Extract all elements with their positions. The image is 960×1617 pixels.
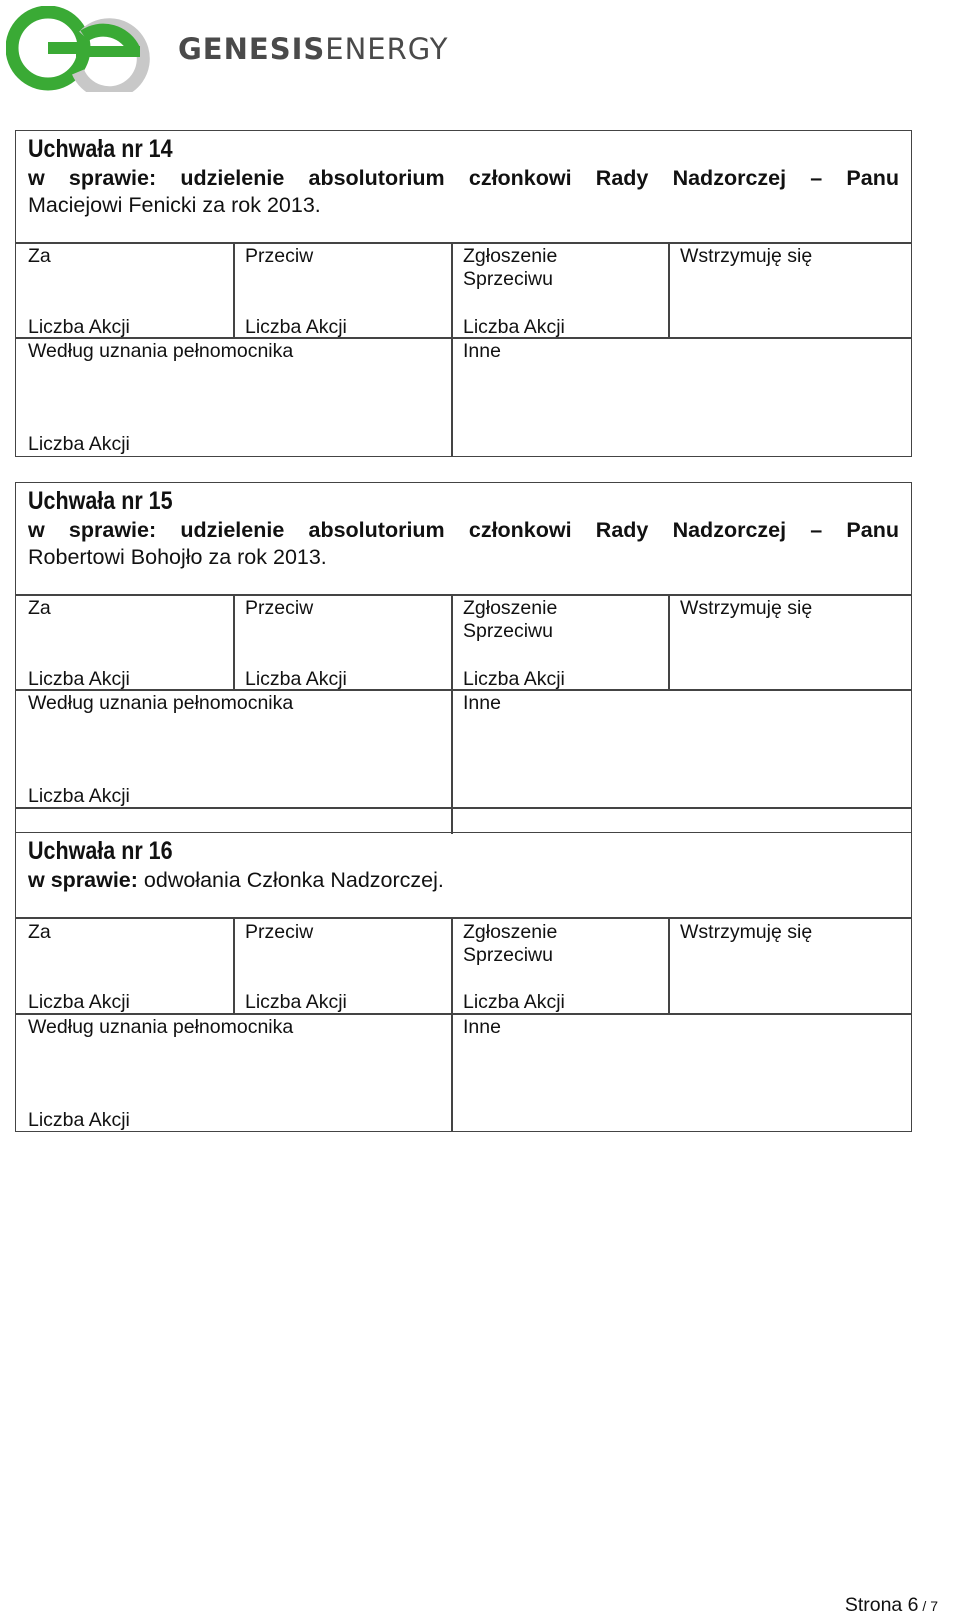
share-count-label: Liczba Akcji xyxy=(28,316,130,338)
vote-za-label: Za xyxy=(28,921,51,943)
resolution-subject-line2: Robertowi Bohojło za rok 2013. xyxy=(28,545,327,569)
resolution-title: Uchwała nr 15 xyxy=(28,487,173,515)
col-divider xyxy=(233,594,235,690)
col-divider xyxy=(451,917,453,1131)
other-label: Inne xyxy=(463,692,501,714)
resolution-subject xyxy=(28,867,899,894)
resolution-title: Uchwała nr 14 xyxy=(28,135,173,163)
col-divider xyxy=(233,242,235,338)
resolution-subject-line2: Maciejowi Fenicki za rok 2013. xyxy=(28,193,321,217)
subject-text: w sprawie: udzielenie absolutorium członkowi Rady Nadzorczej – Panu xyxy=(28,518,899,542)
brand-name xyxy=(178,32,449,66)
col-divider xyxy=(451,242,453,456)
row-divider xyxy=(16,807,911,809)
share-count-label: Liczba Akcji xyxy=(28,785,130,807)
share-count-label: Liczba Akcji xyxy=(463,668,565,690)
resolution-subject-line1 xyxy=(28,165,899,192)
share-count-label: Liczba Akcji xyxy=(463,316,565,338)
vote-przeciw-label: Przeciw xyxy=(245,245,314,267)
discretion-label: Według uznania pełnomocnika xyxy=(28,692,294,714)
vote-za-label: Za xyxy=(28,245,51,267)
resolution-15 xyxy=(15,482,912,833)
vote-wstrzymuje-label: Wstrzymuję się xyxy=(680,921,813,943)
share-count-label: Liczba Akcji xyxy=(463,991,565,1013)
share-count-label: Liczba Akcji xyxy=(28,1109,130,1131)
share-count-label: Liczba Akcji xyxy=(28,991,130,1013)
other-label: Inne xyxy=(463,340,501,362)
vote-wstrzymuje-label: Wstrzymuję się xyxy=(680,597,813,619)
row-divider xyxy=(16,917,911,919)
logo-mark-icon xyxy=(6,6,156,92)
vote-przeciw-label: Przeciw xyxy=(245,597,314,619)
share-count-label: Liczba Akcji xyxy=(245,991,347,1013)
col-divider xyxy=(451,594,453,834)
vote-sprzeciwu-label: Sprzeciwu xyxy=(463,620,553,642)
col-divider xyxy=(668,594,670,690)
page-label: Strona 6 xyxy=(844,1594,919,1616)
subject-text: w sprawie: udzielenie absolutorium członkowi Rady Nadzorczej – Panu xyxy=(28,166,899,190)
vote-wstrzymuje-label: Wstrzymuję się xyxy=(680,245,813,267)
share-count-label: Liczba Akcji xyxy=(28,433,130,455)
page-number xyxy=(845,1594,938,1617)
resolution-16 xyxy=(15,832,912,1132)
share-count-label: Liczba Akcji xyxy=(28,668,130,690)
discretion-label: Według uznania pełnomocnika xyxy=(28,340,294,362)
page-total: / 7 xyxy=(918,1598,938,1614)
other-label: Inne xyxy=(463,1016,501,1038)
resolution-title: Uchwała nr 16 xyxy=(28,837,173,865)
col-divider xyxy=(668,242,670,338)
share-count-label: Liczba Akcji xyxy=(245,668,347,690)
vote-za-label: Za xyxy=(28,597,51,619)
vote-zgloszenie-label: Zgłoszenie xyxy=(463,597,558,619)
vote-przeciw-label: Przeciw xyxy=(245,921,314,943)
vote-sprzeciwu-label: Sprzeciwu xyxy=(463,268,553,290)
resolution-14 xyxy=(15,130,912,457)
discretion-label: Według uznania pełnomocnika xyxy=(28,1016,294,1038)
col-divider xyxy=(668,917,670,1013)
vote-zgloszenie-label: Zgłoszenie xyxy=(463,245,558,267)
brand-name-regular: ENERGY xyxy=(325,32,449,66)
subject-text: odwołania Członka Nadzorczej. xyxy=(137,868,444,892)
brand-name-bold: GENESIS xyxy=(178,32,326,66)
subject-prefix: w sprawie: xyxy=(28,868,138,892)
share-count-label: Liczba Akcji xyxy=(245,316,347,338)
col-divider xyxy=(233,917,235,1013)
vote-sprzeciwu-label: Sprzeciwu xyxy=(463,944,553,966)
genesis-energy-logo xyxy=(6,6,449,92)
vote-zgloszenie-label: Zgłoszenie xyxy=(463,921,558,943)
resolution-subject-line1 xyxy=(28,517,899,544)
